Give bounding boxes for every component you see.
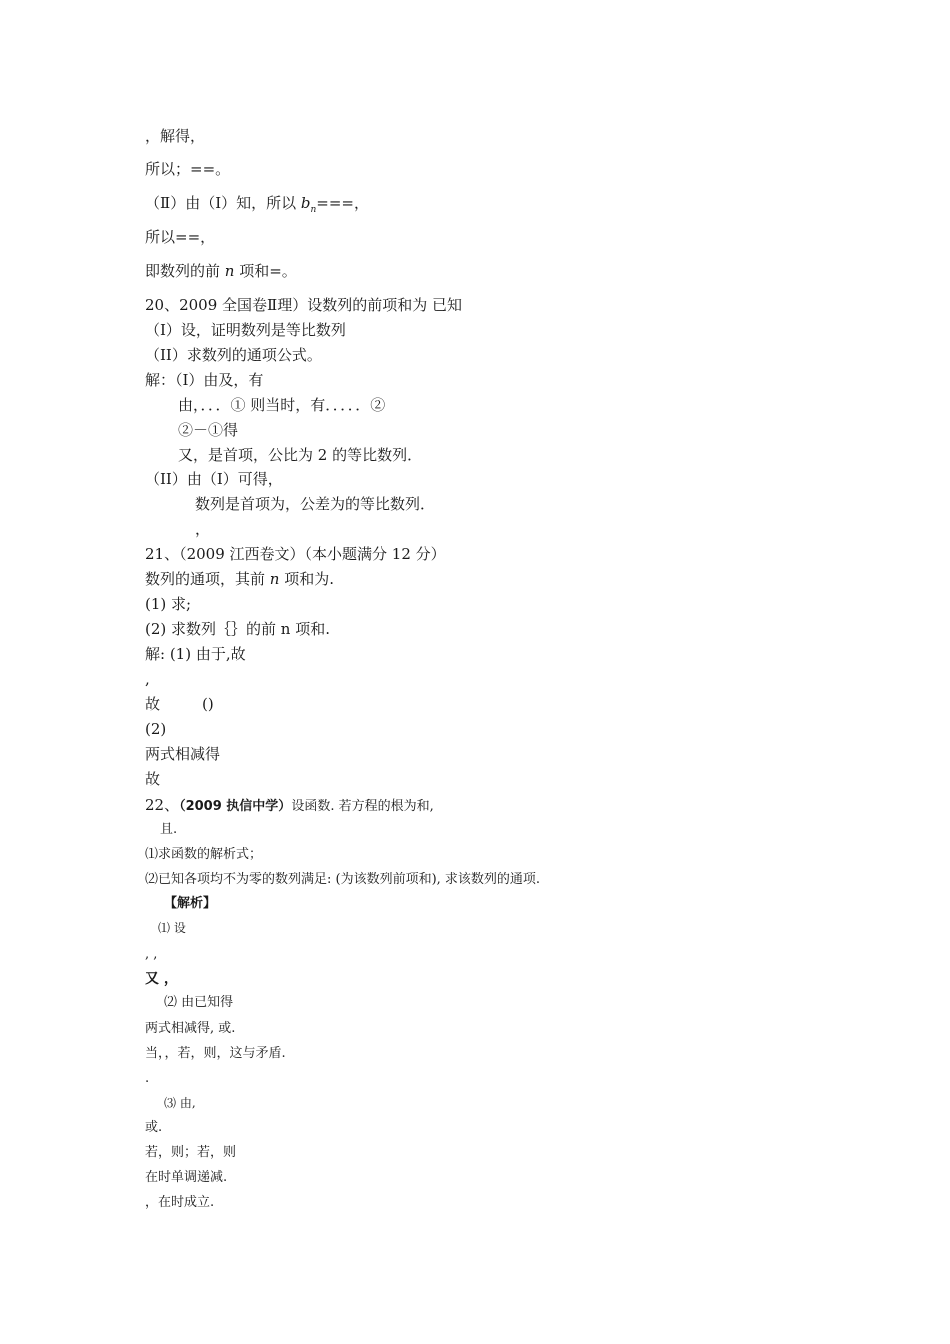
text-segment: 22、 <box>145 796 180 814</box>
math-subscript: n <box>310 205 317 215</box>
math-variable: n <box>224 262 235 280</box>
text-segment: （Ⅱ）由（Ⅰ）知，所以 <box>145 194 301 212</box>
text-line: 解: (1) 由于,故 <box>145 645 246 663</box>
text-line: , <box>145 670 150 688</box>
text-line <box>145 695 214 713</box>
text-line: 又 ， <box>145 971 178 987</box>
text-line: 由，．．．① 则当时，有．．．．．② <box>178 396 386 414</box>
text-line: 故 <box>145 770 161 788</box>
text-line: (2) 求数列｛｝的前 n 项和. <box>145 620 330 638</box>
text-line <box>145 196 369 215</box>
text-line: 数列是首项为，公差为的等比数列． <box>195 495 436 513</box>
math-variable: n <box>269 570 280 588</box>
text-line: 所以；==。 <box>145 160 231 178</box>
text-line: （I）设，证明数列是等比数列 <box>145 321 346 339</box>
text-line: 解：（I）由及，有 <box>145 371 264 389</box>
text-line: ，在时成立. <box>145 1195 215 1210</box>
text-line: ， <box>195 520 211 538</box>
text-line: 所以==， <box>145 228 216 246</box>
text-line: ，解得， <box>145 127 206 145</box>
problem-heading-21: 21、（2009 江西卷文）（本小题满分 12 分） <box>145 545 446 563</box>
text-line: 又，是首项，公比为 2 的等比数列． <box>178 446 423 464</box>
text-line: 若，则；若，则 <box>145 1145 237 1160</box>
text-segment: 故 <box>145 695 161 713</box>
text-segment: () <box>202 695 214 713</box>
text-segment: 项和=。 <box>234 262 297 280</box>
text-line: , , <box>145 947 158 962</box>
text-line <box>145 572 334 587</box>
text-line: ⑵ 由已知得 <box>164 995 234 1010</box>
text-line: (2) <box>145 720 167 738</box>
analysis-heading: 【解析】 <box>164 896 217 911</box>
text-line: （II）求数列的通项公式。 <box>145 346 322 364</box>
text-segment: 项和为. <box>279 570 334 588</box>
text-line: ⑴ 设 <box>158 921 186 935</box>
text-line: 两式相减得 <box>145 745 221 763</box>
text-segment: 数列的通项，其前 <box>145 570 270 588</box>
text-line: 在时单调递减. <box>145 1170 228 1185</box>
text-line: （II）由（I）可得， <box>145 470 283 488</box>
text-line: 当，，若，则，这与矛盾. <box>145 1046 286 1061</box>
text-segment: 即数列的前 <box>145 262 225 280</box>
text-segment: 设函数. 若方程的根为和, <box>291 799 434 814</box>
text-line: (1) 求; <box>145 595 192 613</box>
text-line: . <box>145 1071 150 1086</box>
text-line: 且. <box>160 822 178 837</box>
text-segment: ===， <box>316 194 370 212</box>
text-line: ②－①得 <box>178 421 239 439</box>
math-variable: b <box>300 194 311 212</box>
text-line: 或. <box>145 1120 163 1135</box>
problem-heading-20: 20、2009 全国卷Ⅱ理）设数列的前项和为 已知 <box>145 296 462 314</box>
text-line: ⑵已知各项均不为零的数列满足: (为该数列前项和), 求该数列的通项. <box>145 872 541 887</box>
text-line: ⑶ 由, <box>164 1096 196 1110</box>
text-line: 两式相减得, 或. <box>145 1021 236 1036</box>
source-label: （2009 执信中学） <box>179 799 292 814</box>
text-line <box>145 264 297 279</box>
text-line: ⑴求函数的解析式； <box>145 847 263 862</box>
problem-heading-22 <box>145 797 434 813</box>
